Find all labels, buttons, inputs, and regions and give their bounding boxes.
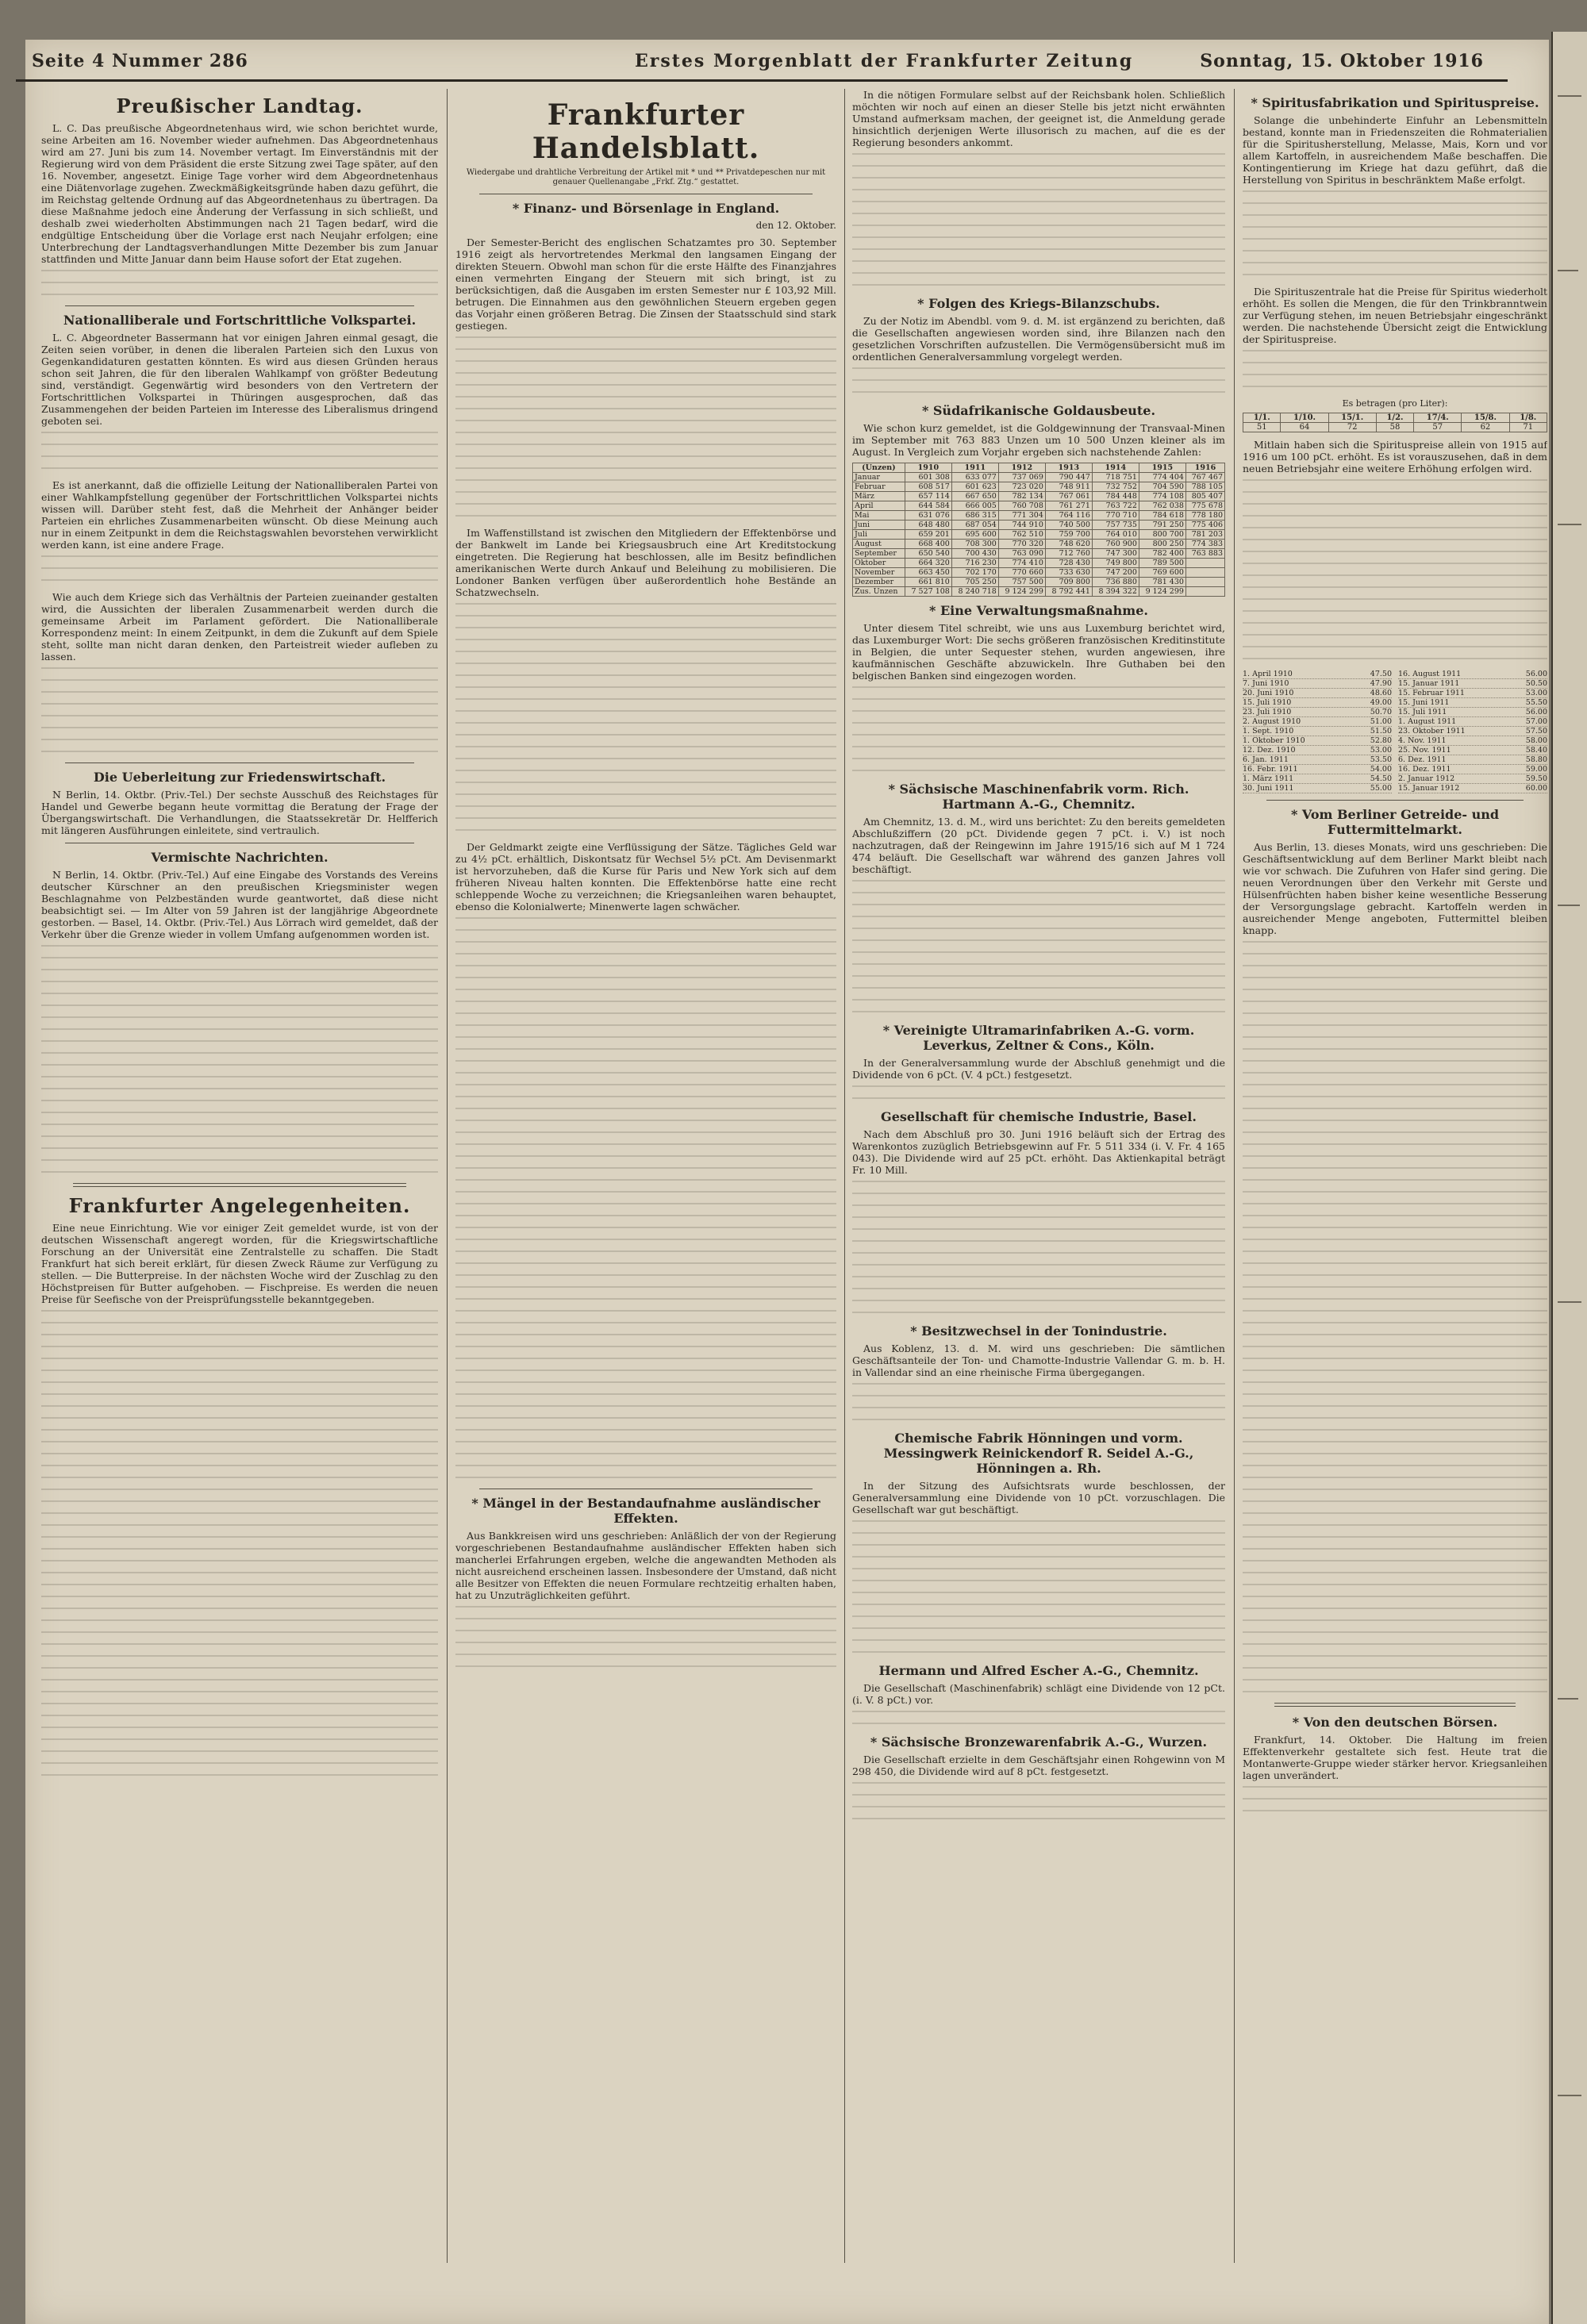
table-cell: 64 — [1281, 423, 1328, 432]
table-row — [853, 540, 1225, 549]
table-cell: 71 — [1509, 423, 1547, 432]
article-body: Im Waffenstillstand ist zwischen den Mitgliedern der Effektenbörse und der Bankwelt im Lande bei Kriegsausbruch eine Art Kreditstockung eingetreten. Die Regierung hat beschlossen, alle im Besitz befindlichen amerikanischen Werte durch Ankauf und Beleihung zu mobilisieren. Die Londoner Banken verfügen über außerordentlich hohe Bestände an Schatzwechseln. — [455, 527, 836, 598]
list-item: 1. Sept. 1910 51.50 — [1243, 727, 1392, 736]
page-header — [16, 46, 1508, 78]
list-item: 16. August 1911 56.00 — [1398, 670, 1547, 678]
table-header-cell: 1/1. — [1243, 413, 1281, 423]
table-cell: 686 315 — [951, 511, 998, 520]
table-row — [853, 578, 1225, 587]
column-divider — [447, 89, 448, 2263]
table-cell: 9 124 299 — [998, 587, 1045, 597]
table-header-cell: 1916 — [1185, 463, 1224, 473]
masthead-note: Wiedergabe und drahtliche Verbreitung der Artikel mit * und ** Privatdepeschen nur mit genauer Quellenangabe „Frkf. Ztg.“ gestattet. — [466, 168, 826, 186]
article-title-basel: Gesellschaft für chemische Industrie, Basel. — [881, 1109, 1197, 1124]
article-body: Am Chemnitz, 13. d. M., wird uns berichtet: Zu den bereits gemeldeten Abschlußziffern (20 pCt. Dividende gegen 7 pCt. i. V.) ist noch nachzutragen, daß der Reingewinn im Jahre 1915/16 sich auf M 1 724 474 beläuft. Die Gesellschaft war während des ganzen Jahres voll beschäftigt. — [852, 816, 1225, 875]
list-item: 12. Dez. 1910 53.00 — [1243, 746, 1392, 755]
table-cell: 782 134 — [998, 492, 1045, 501]
table-cell: 704 590 — [1139, 482, 1185, 492]
column-divider — [1234, 89, 1235, 2263]
table-cell: 762 038 — [1139, 501, 1185, 511]
table-cell: 58 — [1376, 423, 1413, 432]
list-item: 6. Dez. 1911 58.80 — [1398, 755, 1547, 764]
table-cell: 723 020 — [998, 482, 1045, 492]
table-cell: August — [853, 540, 905, 549]
table-cell: Oktober — [853, 559, 905, 568]
table-cell: 608 517 — [905, 482, 951, 492]
table-cell: 644 584 — [905, 501, 951, 511]
table-cell — [1185, 587, 1224, 597]
list-item: 23. Oktober 1911 57.50 — [1398, 727, 1547, 736]
table-cell: 657 114 — [905, 492, 951, 501]
table-cell: 775 406 — [1185, 520, 1224, 530]
list-item: 2. Januar 1912 59.50 — [1398, 774, 1547, 783]
table-cell: 748 911 — [1045, 482, 1092, 492]
table-header-cell: 1910 — [905, 463, 951, 473]
list-item: 16. Dez. 1911 59.00 — [1398, 765, 1547, 774]
table-cell: 767 061 — [1045, 492, 1092, 501]
table-cell — [1185, 559, 1224, 568]
header-date: Sonntag, 15. Oktober 1916 — [1200, 51, 1484, 71]
list-item: 23. Juli 1910 50.70 — [1243, 708, 1392, 716]
table-cell: 744 910 — [998, 520, 1045, 530]
article-title-finanz: * Finanz- und Börsenlage in England. — [512, 201, 780, 216]
article-body: Der Semester-Bericht des englischen Schatzamtes pro 30. September 1916 zeigt als hervortretendes Merkmal den langsamen Eingang der direkten Steuern. Obwohl man schon für die erste Hälfte des Finanzjahres einen vermehrten Eingang der Steuern mit sich bringt, ist zu berücksichtigen, daß die Ausgaben im ersten Semester nur £ 103,92 Mill. betrugen. Die Einnahmen aus den gewöhnlichen Steuern ergeben gegen das Vorjahr einen größeren Betrag. Die Zinsen der Staatsschuld sind stark gestiegen. — [455, 236, 836, 332]
article-body: In der Sitzung des Aufsichtsrats wurde beschlossen, der Generalversammlung eine Dividende von 10 pCt. vorzuschlagen. Die Gesellschaft war gut beschäftigt. — [852, 1480, 1225, 1515]
adjacent-page-edge — [1551, 32, 1587, 2324]
article-title-wurzen: * Sächsische Bronzewarenfabrik A.-G., Wurzen. — [870, 1734, 1208, 1750]
article-body: Mitlain haben sich die Spirituspreise allein von 1915 auf 1916 um 100 pCt. erhöht. Es ist vorauszusehen, daß in dem neuen Betriebsjahr eine weitere Erhöhung erfolgen wird. — [1243, 439, 1547, 474]
table-row — [853, 501, 1225, 511]
table-cell: Februar — [853, 482, 905, 492]
list-item: 15. Juli 1911 56.00 — [1398, 708, 1547, 716]
column-2 — [455, 89, 836, 2263]
list-item: 16. Febr. 1911 54.00 — [1243, 765, 1392, 774]
table-cell: 770 660 — [998, 568, 1045, 578]
table-cell: 601 623 — [951, 482, 998, 492]
table-header-cell: 15/8. — [1462, 413, 1509, 423]
table-cell: 661 810 — [905, 578, 951, 587]
article-title-folgen: * Folgen des Kriegs-Bilanzschubs. — [917, 296, 1160, 311]
table-cell: 718 751 — [1092, 473, 1139, 482]
column-3 — [852, 89, 1225, 2263]
table-cell: 775 678 — [1185, 501, 1224, 511]
list-item: 15. Juli 1910 49.00 — [1243, 698, 1392, 707]
article-body: In die nötigen Formulare selbst auf der Reichsbank holen. Schließlich möchten wir noch auf einen an dieser Stelle bis jetzt nicht erwähnten Umstand aufmerksam machen, der geeignet ist, die Anmeldung gerade hinsichtlich derjenigen Werte illusorisch zu machen, auf die es der Regierung besonders ankommt. — [852, 89, 1225, 148]
gold-output-table — [852, 463, 1225, 597]
article-body: L. C. Das preußische Abgeordnetenhaus wird, wie schon berichtet wurde, seine Arbeiten am 16. November wieder aufnehmen. Das Abgeordnetenhaus wird am 27. Juni bis zum 14. November vertagt. Im Einverständnis mit der Regierung wird von dem Präsident die erste Sitzung zwei Tage später, auf den 16. November, angesetzt. Einige Tage vorher wird dem Abgeordnetenhaus eine Diätenvorlage zugehen. Zweckmäßigkeitsgründe haben dazu geführt, die im Reichstag geltende Ordnung auf das Abgeordnetenhaus zu übertragen. Da diese Maßnahme jedoch eine Änderung der Verfassung in sich schließt, und deshalb zwei wiederholten Abstimmungen nach 21 Tagen bedarf, wird die endgültige Entscheidung über die Vorlage erst nach Neujahr erfolgen; eine Unterbrechung der Landtagsverhandlungen Mitte Dezember bis zum Januar stattfinden und Mitte Januar dann beim Hause sofort der Etat zugehen. — [41, 122, 438, 265]
table-cell: 770 710 — [1092, 511, 1139, 520]
table-cell: 763 090 — [998, 549, 1045, 559]
list-item: 7. Juni 1910 47.90 — [1243, 679, 1392, 688]
table-cell: 747 300 — [1092, 549, 1139, 559]
table-cell: 700 430 — [951, 549, 998, 559]
article-body: N Berlin, 14. Oktbr. (Priv.-Tel.) Der sechste Ausschuß des Reichstages für Handel und Gewerbe begann heute vormittag die Beratung der Frage der Übergangswirtschaft. Die Verhandlungen, die Staatssekretär Dr. Helfferich mit längeren Ausführungen einleitete, sind vertraulich. — [41, 789, 438, 836]
table-header-cell: (Unzen) — [853, 463, 905, 473]
table-cell: 800 250 — [1139, 540, 1185, 549]
table-cell: 760 708 — [998, 501, 1045, 511]
list-item: 4. Nov. 1911 58.00 — [1398, 736, 1547, 745]
table-cell: 749 800 — [1092, 559, 1139, 568]
article-title-ultramarin: * Vereinigte Ultramarinfabriken A.-G. vorm. Leverkus, Zeltner & Cons., Köln. — [882, 1023, 1195, 1053]
table-row — [853, 559, 1225, 568]
article-title-sachsische: * Sächsische Maschinenfabrik vorm. Rich. Hartmann A.-G., Chemnitz. — [888, 782, 1189, 812]
table-cell: 769 600 — [1139, 568, 1185, 578]
table-header-cell: 17/4. — [1414, 413, 1462, 423]
article-body: Nach dem Abschluß pro 30. Juni 1916 beläuft sich der Ertrag des Warenkontos zuzüglich Betriebsgewinn auf Fr. 5 511 334 (i. V. Fr. 4 165 043). Die Dividende wird auf 25 pCt. erhöht. Das Aktienkapital beträgt Fr. 10 Mill. — [852, 1128, 1225, 1176]
table-header-cell: 1/2. — [1376, 413, 1413, 423]
table-cell: 770 320 — [998, 540, 1045, 549]
table-cell: 62 — [1462, 423, 1509, 432]
table-cell: November — [853, 568, 905, 578]
table-header-cell: 1911 — [951, 463, 998, 473]
table-header-cell: 1/8. — [1509, 413, 1547, 423]
table-cell: 790 447 — [1045, 473, 1092, 482]
table-cell — [1185, 568, 1224, 578]
article-body: Solange die unbehinderte Einfuhr an Lebensmitteln bestand, konnte man in Friedenszeiten die Rohmaterialien für die Spiritusherstellung, Melasse, Mais, Korn und vor allem Kartoffeln, in ausreichendem Maße beschaffen. Die Kontingentierung im Kriege hat dazu geführt, daß die Herstellung von Spiritus in beschränktem Maße erfolgt. — [1243, 114, 1547, 186]
table-cell: Januar — [853, 473, 905, 482]
table-cell: 763 722 — [1092, 501, 1139, 511]
table-cell: 8 792 441 — [1045, 587, 1092, 597]
table-cell: September — [853, 549, 905, 559]
article-title-tonindustrie: * Besitzwechsel in der Tonindustrie. — [910, 1323, 1167, 1339]
table-row — [853, 568, 1225, 578]
article-body: Aus Koblenz, 13. d. M. wird uns geschrieben: Die sämtlichen Geschäftsanteile der Ton- und Chamotte-Industrie Vallendar G. m. b. H. in Vallendar sind an eine rheinische Firma übergegangen. — [852, 1343, 1225, 1378]
price-history-list — [1243, 670, 1547, 793]
table-cell: 8 240 718 — [951, 587, 998, 597]
header-rule — [16, 79, 1508, 82]
article-title-ueberleitung: Die Ueberleitung zur Friedenswirtschaft. — [93, 770, 386, 785]
list-item: 20. Juni 1910 48.60 — [1243, 689, 1392, 697]
list-item: 15. Januar 1912 60.00 — [1398, 784, 1547, 793]
table-header-cell: 15/1. — [1328, 413, 1376, 423]
table-row — [853, 473, 1225, 482]
table-cell: Zus. Unzen — [853, 587, 905, 597]
table-cell: 716 230 — [951, 559, 998, 568]
table-cell: 774 383 — [1185, 540, 1224, 549]
list-item: 15. Juni 1911 55.50 — [1398, 698, 1547, 707]
table-cell: 7 527 108 — [905, 587, 951, 597]
article-title-honningen: Chemische Fabrik Hönningen und vorm. Messingwerk Reinickendorf R. Seidel A.-G., Hönningen a. Rh. — [883, 1431, 1194, 1476]
list-item: 1. April 1910 47.50 — [1243, 670, 1392, 678]
table-cell: 9 124 299 — [1139, 587, 1185, 597]
table-cell: 648 480 — [905, 520, 951, 530]
article-body: Zu der Notiz im Abendbl. vom 9. d. M. ist ergänzend zu berichten, daß die Gesellschaften angewiesen worden sind, ihre Bilanzen nach den gesetzlichen Vorschriften aufzustellen. Die Vermögensübersicht muß im ordentlichen Generalversammlung vorgelegt werden. — [852, 315, 1225, 363]
table-cell: 771 304 — [998, 511, 1045, 520]
list-item: 15. Januar 1911 50.50 — [1398, 679, 1547, 688]
article-title-goldanbeute: * Südafrikanische Goldausbeute. — [921, 403, 1156, 418]
article-body: Die Spirituszentrale hat die Preise für Spiritus wiederholt erhöht. Es sollen die Mengen, die für den Trinkbranntwein zur Verfügung stehen, im neuen Betriebsjahr eingeschränkt werden. Die nachstehende Übersicht zeigt die Entwicklung der Spirituspreise. — [1243, 286, 1547, 345]
table-cell: 774 410 — [998, 559, 1045, 568]
table-cell: 740 500 — [1045, 520, 1092, 530]
table-cell: 663 450 — [905, 568, 951, 578]
table-cell: 781 203 — [1185, 530, 1224, 540]
table-cell: 774 108 — [1139, 492, 1185, 501]
spirit-price-table — [1243, 413, 1547, 432]
table-cell: Juli — [853, 530, 905, 540]
table-cell: 51 — [1243, 423, 1281, 432]
table-cell: 695 600 — [951, 530, 998, 540]
list-item: 25. Nov. 1911 58.40 — [1398, 746, 1547, 755]
article-dateline: den 12. Oktober. — [755, 220, 836, 231]
table-cell: 762 510 — [998, 530, 1045, 540]
list-item: 30. Juni 1911 55.00 — [1243, 784, 1392, 793]
price-table-label: Es betragen (pro Liter): — [1342, 398, 1448, 409]
handelsblatt-masthead: Frankfurter Handelsblatt. — [532, 98, 760, 165]
article-body: Aus Berlin, 13. dieses Monats, wird uns geschrieben: Die Geschäftsentwicklung auf dem Berliner Markt bleibt nach wie vor schwach. Die Zufuhren von Hafer sind gering. Die neuen Verordnungen über den Verkehr mit Gerste und Hülsenfrüchten haben bisher keine wesentliche Besserung der Versorgungslage gebracht. Kartoffeln werden in ausreichender Menge angeboten, Futtermittel bleiben knapp. — [1243, 841, 1547, 936]
table-cell: März — [853, 492, 905, 501]
table-cell: Mai — [853, 511, 905, 520]
table-row — [853, 587, 1225, 597]
article-body: Es ist anerkannt, daß die offizielle Leitung der Nationalliberalen Partei von einer Wahlkampfstellung gegenüber der Fortschrittlichen Volkspartei nichts wissen will. Darüber steht fest, daß die Mehrheit der Anhänger beider Parteien ein ehrliches Zusammenarbeiten wünscht. Ob diese Meinung auch nur in einem Zeitpunkt in dem die Reichstagswahlen bevorstehen verwirklicht werden kann, ist eine andere Frage. — [41, 479, 438, 551]
article-body: Der Geldmarkt zeigte eine Verflüssigung der Sätze. Tägliches Geld war zu 4½ pCt. erhältlich, Diskontsatz für Wechsel 5½ pCt. Am Devisenmarkt ist hervorzuheben, daß die Kurse für Paris und New York sich auf dem früheren Niveau halten konnten. Die Effektenbörse hatte eine recht schleppende Woche zu verzeichnen; die Kriegsanleihen waren behauptet, ebenso die Kolonialwerte; Minenwerte lagen schwächer. — [455, 841, 836, 912]
article-title-vermischte: Vermischte Nachrichten. — [151, 850, 329, 865]
table-cell: 778 180 — [1185, 511, 1224, 520]
table-header-cell: 1/10. — [1281, 413, 1328, 423]
table-cell: 631 076 — [905, 511, 951, 520]
table-cell: 8 394 322 — [1092, 587, 1139, 597]
table-cell: 667 650 — [951, 492, 998, 501]
table-cell: 748 620 — [1045, 540, 1092, 549]
header-publication: Erstes Morgenblatt der Frankfurter Zeitung — [635, 51, 1134, 71]
table-cell: 788 105 — [1185, 482, 1224, 492]
column-divider — [844, 89, 845, 2263]
article-title-mangel: * Mängel in der Bestandaufnahme ausländischer Effekten. — [471, 1496, 820, 1526]
table-cell: 759 700 — [1045, 530, 1092, 540]
article-body: Wie schon kurz gemeldet, ist die Goldgewinnung der Transvaal-Minen im September mit 763 883 Unzen um 10 500 Unzen kleiner als im August. In Vergleich zum Vorjahr ergeben sich nachstehende Zahlen: — [852, 422, 1225, 458]
table-cell: 784 618 — [1139, 511, 1185, 520]
article-title-escher: Hermann und Alfred Escher A.-G., Chemnitz. — [878, 1663, 1199, 1678]
table-cell: 781 430 — [1139, 578, 1185, 587]
article-body: Frankfurt, 14. Oktober. Die Haltung im freien Effektenverkehr gestaltete sich fest. Heute trat die Montanwerte-Gruppe wieder stärker hervor. Kriegsanleihen lagen unverändert. — [1243, 1734, 1547, 1781]
table-cell: 763 883 — [1185, 549, 1224, 559]
table-cell: 666 005 — [951, 501, 998, 511]
article-title-boersen: * Von den deutschen Börsen. — [1292, 1715, 1498, 1730]
table-row — [853, 530, 1225, 540]
list-item: 1. März 1911 54.50 — [1243, 774, 1392, 783]
table-cell: 705 250 — [951, 578, 998, 587]
table-cell: 747 200 — [1092, 568, 1139, 578]
table-cell: April — [853, 501, 905, 511]
table-header-cell: 1912 — [998, 463, 1045, 473]
article-body: Wie auch dem Kriege sich das Verhältnis der Parteien zueinander gestalten wird, die Aussichten der liberalen Zusammenarbeit werden durch die gemeinsame Arbeit im Parlament gefördert. Die Nationalliberale Korrespondenz meint: In einem Zeitpunkt, in dem die Zukunft auf dem Spiele steht, sollte man nicht daran denken, den Parteistreit wieder aufleben zu lassen. — [41, 591, 438, 663]
list-item: 6. Jan. 1911 53.50 — [1243, 755, 1392, 764]
article-title-berliner: * Vom Berliner Getreide- und Futtermittelmarkt. — [1290, 807, 1500, 837]
table-cell: 736 880 — [1092, 578, 1139, 587]
table-cell: 760 900 — [1092, 540, 1139, 549]
table-cell: 782 400 — [1139, 549, 1185, 559]
article-title-landtag: Preußischer Landtag. — [116, 94, 363, 117]
list-item: 15. Februar 1911 53.00 — [1398, 689, 1547, 697]
table-cell: 774 404 — [1139, 473, 1185, 482]
article-body: Die Gesellschaft (Maschinenfabrik) schlägt eine Dividende von 12 pCt. (i. V. 8 pCt.) vor. — [852, 1682, 1225, 1706]
article-title-frankfurter: Frankfurter Angelegenheiten. — [68, 1194, 411, 1217]
table-cell: 789 500 — [1139, 559, 1185, 568]
table-cell: 761 271 — [1045, 501, 1092, 511]
table-cell: 668 400 — [905, 540, 951, 549]
table-cell: 784 448 — [1092, 492, 1139, 501]
table-row — [853, 549, 1225, 559]
article-body: Unter diesem Titel schreibt, wie uns aus Luxemburg berichtet wird, das Luxemburger Wort: Die sechs größeren französischen Kreditinstitute in Belgien, die unter Sequester stehen, wurden angewiesen, ihre kaufmännischen Geschäfte abzuwickeln. Ihre Guthaben bei den belgischen Banken sind eingezogen worden. — [852, 622, 1225, 682]
column-1 — [41, 89, 438, 2263]
table-cell: 650 540 — [905, 549, 951, 559]
table-cell: 708 300 — [951, 540, 998, 549]
article-title-verwaltung: * Eine Verwaltungsmaßnahme. — [929, 603, 1148, 618]
table-cell: 72 — [1328, 423, 1376, 432]
table-cell: 664 320 — [905, 559, 951, 568]
article-body: In der Generalversammlung wurde der Abschluß genehmigt und die Dividende von 6 pCt. (V. 4 pCt.) festgesetzt. — [852, 1057, 1225, 1081]
table-cell: 601 308 — [905, 473, 951, 482]
header-page-number: Seite 4 Nummer 286 — [32, 51, 248, 71]
table-cell: 712 760 — [1045, 549, 1092, 559]
table-cell: 805 407 — [1185, 492, 1224, 501]
table-cell: 764 116 — [1045, 511, 1092, 520]
article-body: L. C. Abgeordneter Bassermann hat vor einigen Jahren einmal gesagt, die Zeiten seien vorüber, in denen die liberalen Parteien sich den Luxus von Gegenkandidaturen gestatten könnten. Es wird aus diesen Gründen heraus schon seit Jahren, die für den liberalen Wahlkampf von größter Bedeutung sind, verständigt. Gegenwärtig wird besonders von den Vertretern der Fortschrittlichen Volkspartei in Thüringen ausgesprochen, daß das Zusammengehen der beiden Parteien im Interesse des Liberalismus dringend geboten sei. — [41, 332, 438, 427]
table-cell: 767 467 — [1185, 473, 1224, 482]
table-cell: 764 010 — [1092, 530, 1139, 540]
table-header-cell: 1915 — [1139, 463, 1185, 473]
article-title-spiritus: * Spiritusfabrikation und Spirituspreise. — [1251, 95, 1539, 110]
column-4 — [1243, 89, 1547, 2263]
article-body: N Berlin, 14. Oktbr. (Priv.-Tel.) Auf eine Eingabe des Vorstands des Vereins deutscher Kürschner an den preußischen Kriegsminister wegen Beschlagnahme von Pelzbeständen wurde geantwortet, daß diese nicht beabsichtigt sei. — Im Alter von 59 Jahren ist der langjährige Abgeordnete gestorben. — Basel, 14. Oktbr. (Priv.-Tel.) Aus Lörrach wird gemeldet, daß der Verkehr über die Grenze wieder in vollem Umfang aufgenommen worden ist. — [41, 869, 438, 940]
article-title-national: Nationalliberale und Fortschrittliche Volkspartei. — [63, 313, 417, 328]
table-cell: 757 735 — [1092, 520, 1139, 530]
table-cell: 800 700 — [1139, 530, 1185, 540]
table-row — [853, 520, 1225, 530]
table-cell: 709 800 — [1045, 578, 1092, 587]
table-cell: 57 — [1414, 423, 1462, 432]
table-cell: 659 201 — [905, 530, 951, 540]
article-body: Eine neue Einrichtung. Wie vor einiger Zeit gemeldet wurde, ist von der deutschen Wissenschaft angeregt worden, für die Kriegswirtschaftliche Forschung an der Universität eine Zentralstelle zu schaffen. Die Stadt Frankfurt hat sich bereit erklärt, für diesen Zweck Räume zur Verfügung zu stellen. — Die Butterpreise. In der nächsten Woche wird der Zuschlag zu den Höchstpreisen für Butter aufgehoben. — Fischpreise. Es werden die neuen Preise für Seefische von der Preisprüfungsstelle bekanntgegeben. — [41, 1222, 438, 1305]
table-cell: Juni — [853, 520, 905, 530]
table-cell: Dezember — [853, 578, 905, 587]
table-cell: 791 250 — [1139, 520, 1185, 530]
table-row — [853, 511, 1225, 520]
table-row — [853, 482, 1225, 492]
table-cell: 687 054 — [951, 520, 998, 530]
article-body: Aus Bankkreisen wird uns geschrieben: Anläßlich der von der Regierung vorgeschriebenen Bestandaufnahme ausländischer Effekten haben sich mancherlei Erfahrungen ergeben, welche die angewandten Methoden als nicht ausreichend erscheinen lassen. Insbesondere der Umstand, daß nicht alle Besitzer von Effekten die neuen Formulare rechtzeitig erhalten haben, hat zu Unzuträglichkeiten geführt. — [455, 1530, 836, 1601]
table-header-cell: 1913 — [1045, 463, 1092, 473]
table-cell — [1185, 578, 1224, 587]
table-cell: 702 170 — [951, 568, 998, 578]
table-cell: 733 630 — [1045, 568, 1092, 578]
list-item: 1. August 1911 57.00 — [1398, 717, 1547, 726]
article-body: Die Gesellschaft erzielte in dem Geschäftsjahr einen Rohgewinn von M 298 450, die Dividende wird auf 8 pCt. festgesetzt. — [852, 1754, 1225, 1777]
table-header-cell: 1914 — [1092, 463, 1139, 473]
list-item: 1. Oktober 1910 52.80 — [1243, 736, 1392, 745]
list-item: 2. August 1910 51.00 — [1243, 717, 1392, 726]
table-cell: 757 500 — [998, 578, 1045, 587]
table-row — [853, 492, 1225, 501]
table-cell: 737 069 — [998, 473, 1045, 482]
table-cell: 633 077 — [951, 473, 998, 482]
table-cell: 728 430 — [1045, 559, 1092, 568]
table-cell: 732 752 — [1092, 482, 1139, 492]
